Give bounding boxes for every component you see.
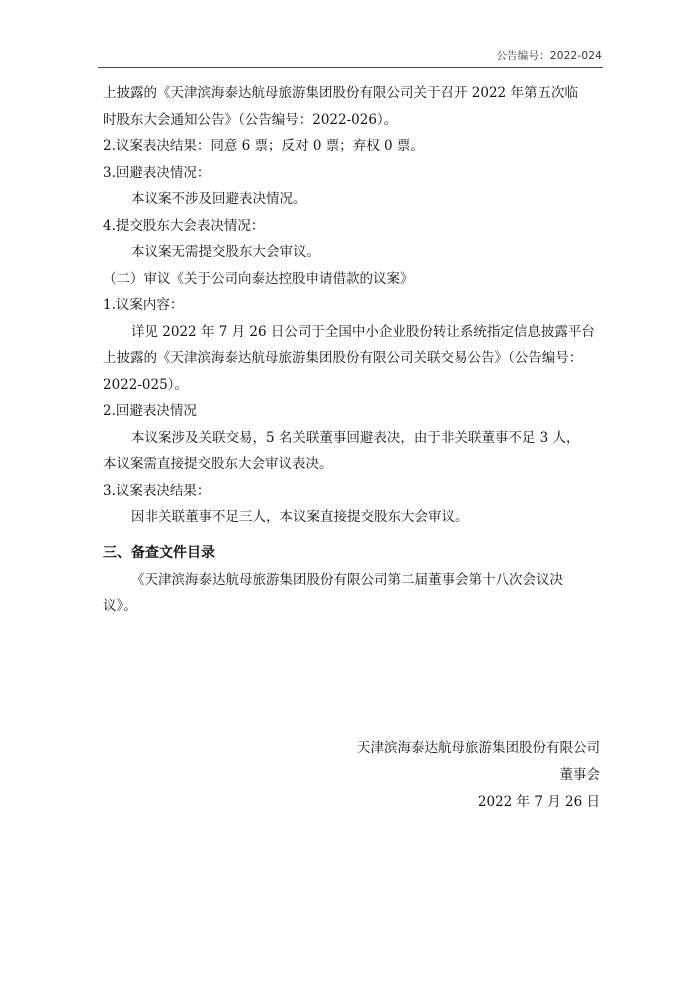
proposal-content-heading: 1.议案内容： — [103, 297, 184, 313]
header-divider — [98, 67, 603, 68]
submit-text: 本议案无需提交股东大会审议。 — [131, 244, 320, 260]
section-heading-reference-docs: 三、备查文件目录 — [103, 544, 215, 561]
vote-result: 2.议案表决结果：同意 6 票；反对 0 票；弃权 0 票。 — [103, 138, 424, 154]
recusal-text: 本议案涉及关联交易，5 名关联董事回避表决，由于非关联董事不足 3 人， — [131, 429, 580, 446]
signature-board: 董事会 — [559, 767, 600, 783]
announcement-code: 公告编号：2022-024 — [496, 50, 602, 62]
body-line: 2022-025）。 — [103, 376, 188, 393]
body-line: 时股东大会通知公告》（公告编号：2022-026）。 — [103, 111, 398, 128]
body-line: 详见 2022 年 7 月 26 日公司于全国中小企业股份转让系统指定信息披露平台 — [131, 323, 595, 340]
recusal-heading: 3.回避表决情况： — [103, 164, 211, 181]
body-line: 上披露的《天津滨海泰达航母旅游集团股份有限公司关于召开 2022 年第五次临 — [103, 85, 578, 101]
proposal-title: （二）审议《关于公司向泰达控股申请借款的议案》 — [103, 270, 414, 287]
reference-doc-line: 议》。 — [103, 598, 137, 614]
vote-result-heading: 3.议案表决结果： — [103, 482, 211, 499]
signature-company: 天津滨海泰达航母旅游集团股份有限公司 — [357, 740, 600, 756]
recusal-text: 本议案不涉及回避表决情况。 — [131, 191, 307, 207]
vote-result-text: 因非关联董事不足三人，本议案直接提交股东大会审议。 — [131, 509, 469, 525]
document-body — [103, 80, 603, 620]
recusal-text: 本议案需直接提交股东大会审议表决。 — [103, 456, 333, 472]
signature-date: 2022 年 7 月 26 日 — [477, 794, 600, 810]
reference-doc-line: 《天津滨海泰达航母旅游集团股份有限公司第二届董事会第十八次会议决 — [131, 571, 563, 588]
submit-heading: 4.提交股东大会表决情况： — [103, 217, 265, 234]
body-line: 上披露的《天津滨海泰达航母旅游集团股份有限公司关联交易公告》（公告编号： — [103, 350, 583, 366]
recusal-heading: 2.回避表决情况 — [103, 403, 197, 419]
